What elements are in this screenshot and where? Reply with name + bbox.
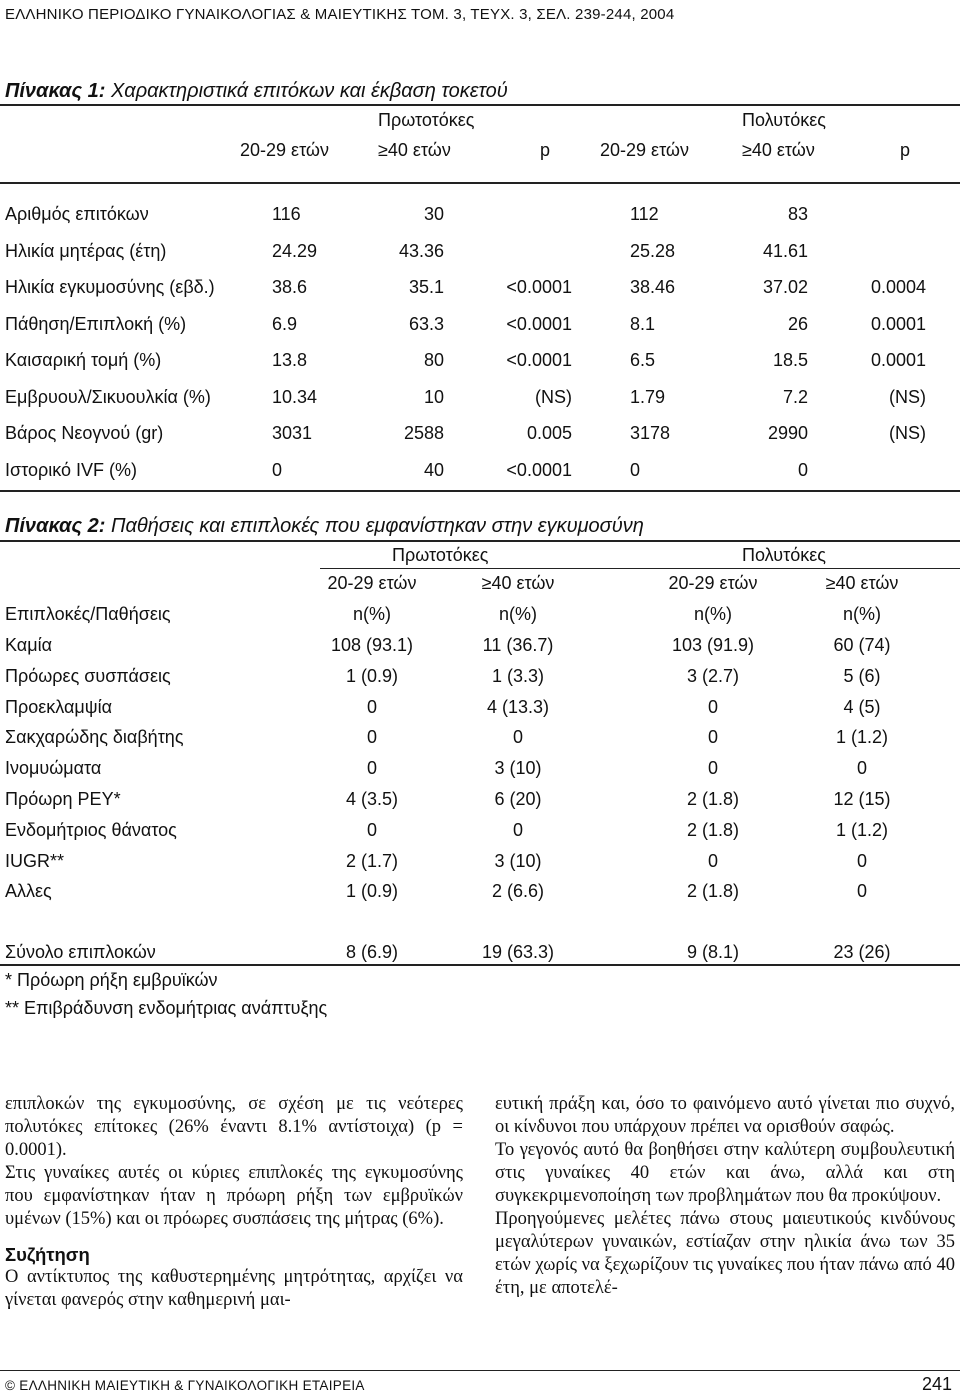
table2-cell: 4 (13.3) [486, 697, 550, 717]
table2-cell: 6 (20) [494, 789, 542, 809]
table2-cell: 0 [856, 851, 867, 871]
table1-header-rule [0, 182, 960, 184]
table1-row-label: Ηλικία εγκυμοσύνης (εβδ.) [5, 277, 215, 297]
table2-row-label: Καμία [5, 635, 52, 655]
table2-cell: 0 [707, 758, 718, 778]
footer-rule [0, 1370, 960, 1371]
table1-cell: 0 [630, 460, 641, 480]
section-heading-discussion: Συζήτηση [5, 1244, 90, 1265]
table2-row-header-cell: n(%) [498, 604, 537, 624]
left-paragraph-1: επιπλοκών της εγκυμοσύνης, σε σχέση με τις νεότερες πολυτόκες επίτοκες (26% έναντι 8.1% αντίστοιχα) (p = 0.0001). [5, 1094, 463, 1160]
table1-subheader: p [900, 140, 911, 160]
table1-cell: <0.0001 [506, 460, 572, 480]
table2-total-cell: 19 (63.3) [481, 942, 555, 962]
table2-row-label: Ινομυώματα [5, 758, 102, 778]
table2-cell: 1 (1.2) [835, 820, 889, 840]
table1-cell: 0.0004 [870, 277, 926, 297]
table2-cell: 3 (10) [494, 758, 542, 778]
table1-cell: 2990 [767, 423, 808, 443]
table1-top-rule [0, 104, 960, 106]
table1-cell: 3031 [272, 423, 313, 443]
table2-row-header-cell: n(%) [693, 604, 732, 624]
table1-cell: 38.46 [630, 277, 676, 297]
table2-cell: 103 (91.9) [671, 635, 755, 655]
table2-row-label: Πρόωρη ΡΕΥ* [5, 789, 121, 809]
table2-cell: 11 (36.7) [482, 635, 554, 655]
table1-cell: 30 [423, 204, 444, 224]
table1-cell: 7.2 [782, 387, 808, 407]
table2-row-label: Πρόωρες συσπάσεις [5, 666, 171, 686]
table1-row-label: Ιστορικό IVF (%) [5, 460, 138, 480]
table2-cell: 0 [707, 851, 718, 871]
table2-cell: 1 (0.9) [345, 881, 399, 901]
running-header: ΕΛΛΗΝΙΚΟ ΠΕΡΙΟΔΙΚΟ ΓΥΝΑΙΚΟΛΟΓΙΑΣ & ΜΑΙΕΥΤΙΚΗΣ ΤΟΜ. 3, ΤΕΥΧ. 3, ΣΕΛ. 239-244, 2004 [5, 6, 675, 23]
footer-copyright: © ΕΛΛΗΝΙΚΗ ΜΑΙΕΥΤΙΚΗ & ΓΥΝΑΙΚΟΛΟΓΙΚΗ ΕΤΑΙΡΕΙΑ [5, 1378, 365, 1393]
table2-cell: 12 (15) [833, 789, 891, 809]
table1-cell: 3178 [630, 423, 671, 443]
table1-subheader: 20-29 ετών [600, 140, 689, 160]
table1-cell: 24.29 [272, 241, 318, 261]
right-paragraph-3: Προηγούμενες μελέτες πάνω στους μαιευτικούς κινδύνους μεγαλύτερων γυναικών, εστίαζαν στην ηλικία άνω των 35 ετών χωρίς να ξεχωρίζουν τις γυναίκες που ήταν πάνω από 40 έτη, με αποτελέ- [495, 1209, 955, 1298]
table2-cell: 60 (74) [833, 635, 891, 655]
table1-cell: 18.5 [772, 350, 808, 370]
table2-caption-text: Παθήσεις και επιπλοκές που εμφανίστηκαν στην εγκυμοσύνη [105, 515, 644, 537]
table1-cell: 40 [423, 460, 444, 480]
table2-cell: 2 (1.8) [686, 789, 740, 809]
table2-row-label: Προεκλαμψία [5, 697, 113, 717]
right-paragraph-2: Το γεγονός αυτό θα βοηθήσει στην καλύτερη συμβουλευτική στις γυναίκες 40 ετών και άνω, αλλά και στη συγκεκριμενοποίηση των προβλημάτων που θα προκύψουν. [495, 1140, 955, 1206]
table2-cell: 5 (6) [843, 666, 881, 686]
table1-cell: 116 [272, 204, 301, 224]
table1-cell: 63.3 [408, 314, 444, 334]
left-paragraph-2: Στις γυναίκες αυτές οι κύριες επιπλοκές της εγκυμοσύνης που εμφανίστηκαν ήταν η πρόωρη ρήξη των εμβρυϊκών υμένων (15%) και οι πρόωρες συσπάσεις της μήτρας (6%). [5, 1163, 463, 1229]
table1-group-multiparous: Πολυτόκες [742, 110, 826, 130]
table1-cell: 35.1 [408, 277, 444, 297]
table2-cell: 2 (6.6) [491, 881, 545, 901]
table1-cell: (NS) [889, 387, 926, 407]
table1-cell: 13.8 [272, 350, 308, 370]
table1-cell: <0.0001 [506, 314, 572, 334]
left-column [5, 1093, 463, 1312]
table1-cell: 37.02 [762, 277, 808, 297]
table1-cell: 112 [630, 204, 659, 224]
table2-cell: 3 (2.7) [686, 666, 740, 686]
table2-cell: 4 (3.5) [345, 789, 399, 809]
table2-cell: 0 [707, 727, 718, 747]
table2-cell: 1 (1.2) [835, 727, 889, 747]
table1-cell: 41.61 [762, 241, 808, 261]
table1-row-label: Ηλικία μητέρας (έτη) [5, 241, 167, 261]
table1-cell: 83 [787, 204, 808, 224]
table1-cell: 2588 [403, 423, 444, 443]
table1-subheader: p [540, 140, 551, 160]
table2-cell: 0 [366, 697, 377, 717]
table1-bottom-rule [0, 490, 960, 492]
table1-cell: 80 [423, 350, 444, 370]
table2-top-rule [0, 540, 960, 542]
table1-subheader: ≥40 ετών [742, 140, 815, 160]
table2-cell: 4 (5) [843, 697, 881, 717]
table2-subheader: ≥40 ετών [481, 573, 555, 593]
table2-subheader: 20-29 ετών [668, 573, 758, 593]
table1-cell: 10.34 [272, 387, 318, 407]
table1-cell: 38.6 [272, 277, 308, 297]
table2-cell: 0 [856, 758, 867, 778]
table1-caption-label: Πίνακας 1: [5, 80, 106, 102]
right-paragraph-1: ευτική πράξη και, όσο το φαινόμενο αυτό γίνεται πιο συχνό, οι κίνδυνοι που υπάρχουν πρέπει να ορισθούν σαφώς. [495, 1094, 955, 1137]
table1-cell: 26 [787, 314, 808, 334]
table2-cell: 0 [707, 697, 718, 717]
table1-row-label: Βάρος Νεογνού (gr) [5, 423, 164, 443]
table2-cell: 2 (1.8) [686, 881, 740, 901]
table2-cell: 1 (3.3) [491, 666, 545, 686]
table2-row-header-cell: n(%) [352, 604, 391, 624]
table1-group-primiparous: Πρωτοτόκες [378, 110, 475, 130]
table2-caption [5, 515, 644, 538]
table1-row-label: Καισαρική τομή (%) [5, 350, 162, 370]
table2-total-cell: 23 (26) [833, 942, 891, 962]
table1-cell: 1.79 [630, 387, 666, 407]
table2-subheader: 20-29 ετών [327, 573, 417, 593]
table1-cell: 43.36 [398, 241, 444, 261]
table1-caption-text: Χαρακτηριστικά επιτόκων και έκβαση τοκετού [105, 80, 508, 102]
table2-group-primiparous: Πρωτοτόκες [392, 545, 489, 565]
table1-cell: 25.28 [630, 241, 676, 261]
table2-row-header-label: Επιπλοκές/Παθήσεις [5, 604, 171, 624]
page-number: 241 [921, 1374, 952, 1394]
table1-subheader: 20-29 ετών [240, 140, 329, 160]
table1-cell: <0.0001 [506, 277, 572, 297]
table2-total-cell: 9 (8.1) [686, 942, 740, 962]
table1-cell: (NS) [889, 423, 926, 443]
table1-cell: 6.9 [272, 314, 298, 334]
table2-cell: 0 [366, 727, 377, 747]
table1-cell: <0.0001 [506, 350, 572, 370]
table2-row-label: Σακχαρώδης διαβήτης [5, 727, 184, 747]
table1-cell: 6.5 [630, 350, 656, 370]
table2-row-label: Ενδομήτριος θάνατος [5, 820, 177, 840]
table1-cell: 0.0001 [870, 350, 926, 370]
table2-row-label: Αλλες [5, 881, 52, 901]
table1-cell: 0 [272, 460, 283, 480]
table1-cell: 0.005 [526, 423, 572, 443]
table2-cell: 0 [512, 727, 523, 747]
table2-group-multiparous: Πολυτόκες [742, 545, 826, 565]
table2-cell: 108 (93.1) [330, 635, 414, 655]
table1-row-label: Πάθηση/Επιπλοκή (%) [5, 314, 187, 334]
table1-caption [5, 80, 508, 103]
table1-cell: 0 [797, 460, 808, 480]
table2-footnote-1: * Πρόωρη ρήξη εμβρυϊκών [5, 970, 218, 990]
table2-cell: 1 (0.9) [345, 666, 399, 686]
table2-subheader: ≥40 ετών [825, 573, 899, 593]
table1-row-label: Αριθμός επιτόκων [5, 204, 149, 224]
table1-subheader: ≥40 ετών [378, 140, 451, 160]
table2-cell: 2 (1.7) [345, 851, 399, 871]
table1-cell: 0.0001 [870, 314, 926, 334]
table1-row-label: Εμβρυουλ/Σικυουλκία (%) [5, 387, 211, 407]
table1-cell: 8.1 [630, 314, 656, 334]
right-column [495, 1093, 955, 1300]
table2-cell: 0 [512, 820, 523, 840]
table1-cell: (NS) [535, 387, 572, 407]
table2-caption-label: Πίνακας 2: [5, 515, 106, 537]
table2-total-label: Σύνολο επιπλοκών [5, 942, 156, 962]
table2-cell: 3 (10) [494, 851, 542, 871]
table2-footnote-2: ** Επιβράδυνση ενδομήτριας ανάπτυξης [5, 998, 328, 1018]
table2-group-rule [320, 568, 960, 569]
left-paragraph-3: Ο αντίκτυπος της καθυστερημένης μητρότητας, αρχίζει να γίνεται φανερός στην καθημερινή μαι- [5, 1267, 463, 1310]
table2-bottom-rule [0, 964, 960, 966]
table2-cell: 2 (1.8) [686, 820, 740, 840]
table1-cell: 10 [423, 387, 444, 407]
table2-cell: 0 [366, 758, 377, 778]
table2-row-label: IUGR** [5, 851, 65, 871]
table2-cell: 0 [856, 881, 867, 901]
table2-row-header-cell: n(%) [842, 604, 881, 624]
table2-total-cell: 8 (6.9) [345, 942, 399, 962]
table2-cell: 0 [366, 820, 377, 840]
